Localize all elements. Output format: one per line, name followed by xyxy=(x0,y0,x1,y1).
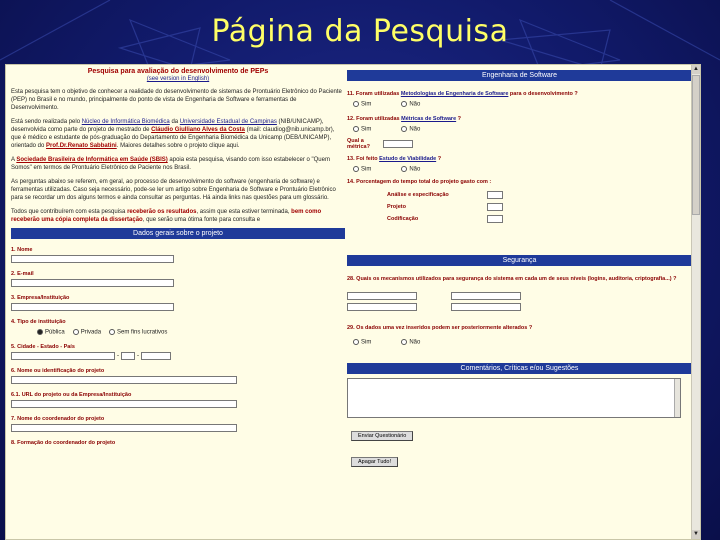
q11-options xyxy=(347,101,692,108)
q12-which-input[interactable] xyxy=(383,140,413,148)
city-state-country-row xyxy=(11,352,345,360)
intro-paragraph-2: Está sendo realizada pelo Núcleo de Informática Biomédica da Universidade Estadual de Campinas (NIB/UNICAMP), desenvolvida como parte do projeto de mestrado de Cláudio Giulliano Alves da Costa (mail: claudiog@nib.unicamp.br), que é médico e estudante de pós-graduação do Departamento de Engenharia Biomédica da Unicamp (DEB/UNICAMP), orientado do Prof.Dr.Renato Sabbatini. Maiores detalhes sobre o projeto clique aqui. xyxy=(11,119,335,149)
label-company: 3. Empresa/Instituição xyxy=(11,295,70,301)
label-coordinator-background: 8. Formação do coordenador do projeto xyxy=(11,439,116,446)
textarea-scrollbar[interactable] xyxy=(674,379,680,417)
label-project-name: 6. Nome ou identificação do projeto xyxy=(11,367,105,374)
intro-paragraph-4: As perguntas abaixo se referem, em geral, ao processo de desenvolvimento do software (engenharia de software) e ferramentas utilizadas. Caso seja necessário, pode-se ler um artigo sobre Engenharia de Software e Prontuário Eletrônico para se recordar um dos alguns termos e ainda consultar as perguntas. Há ainda links nas questões para um glossário. xyxy=(11,179,336,201)
q13-yes[interactable]: Sim xyxy=(353,166,371,173)
q13-no[interactable]: Não xyxy=(401,166,420,173)
radio-dot[interactable] xyxy=(353,166,359,172)
radio-public[interactable]: Pública xyxy=(37,329,65,336)
submit-button[interactable]: Enviar Questionário xyxy=(351,431,413,441)
radio-dot[interactable] xyxy=(401,126,407,132)
advisor-link[interactable]: Prof.Dr.Renato Sabbatini xyxy=(46,143,117,149)
q11-yes[interactable]: Sim xyxy=(353,101,371,108)
question-13: 13. Foi feito Estudo de Viabilidade ? xyxy=(347,156,442,163)
city-input[interactable] xyxy=(11,352,115,360)
q11-no[interactable]: Não xyxy=(401,101,420,108)
right-column xyxy=(347,70,692,468)
q12-no[interactable]: Não xyxy=(401,126,420,133)
radio-dot[interactable] xyxy=(401,101,407,107)
radio-dot[interactable] xyxy=(73,329,79,335)
question-11: 11. Foram utilizadas Metodologias de Engenharia de Software para o desenvolvimento ? xyxy=(347,91,578,97)
section-bar-security: Segurança xyxy=(347,255,692,266)
q13-options xyxy=(347,166,692,173)
browser-form-screenshot xyxy=(5,64,701,540)
radio-dot[interactable] xyxy=(353,126,359,132)
q29-no[interactable]: Não xyxy=(401,339,420,346)
q12-which-label: Qual a métrica? xyxy=(347,138,370,151)
q14-coding-row: Codificação xyxy=(347,215,692,223)
design-percent-input[interactable] xyxy=(487,203,503,211)
email-input[interactable] xyxy=(11,279,174,287)
author-link[interactable]: Cláudio Giulliano Alves da Costa xyxy=(151,127,245,133)
scroll-down-icon[interactable]: ▼ xyxy=(693,531,699,537)
nib-link[interactable]: Núcleo de Informática Biomédica xyxy=(81,119,170,125)
page-scrollbar[interactable] xyxy=(691,65,700,539)
intro-paragraph-5: Todos que contribuírem com esta pesquisa receberão os resultados, assim que esta estiver terminada, bem como receberão uma cópia completa da dissertação, que serão uma ótima fonte para consulta e xyxy=(11,209,322,223)
english-version-link[interactable]: (see version in English) xyxy=(146,76,210,82)
q12-options xyxy=(347,126,692,133)
separator: - xyxy=(137,352,139,359)
state-input[interactable] xyxy=(121,352,135,360)
radio-dot[interactable] xyxy=(401,166,407,172)
unicamp-link[interactable]: Universidade Estadual de Campinas xyxy=(179,119,277,125)
label-city-state-country: 5. Cidade - Estado - País xyxy=(11,343,75,350)
left-column xyxy=(11,68,345,446)
sbis-link[interactable]: Sociedade Brasileira de Informática em Saúde (SBIS) xyxy=(16,157,168,163)
company-input[interactable] xyxy=(11,303,174,311)
country-input[interactable] xyxy=(141,352,171,360)
intro-paragraph-3: A Sociedade Brasileira de Informática em Saúde (SBIS) apoia esta pesquisa, visando com isso estabelecer o "Quem Somos" em termos de Prontuário Eletrônico de Paciente nos Brasil. xyxy=(11,157,330,171)
radio-dot[interactable] xyxy=(109,329,115,335)
radio-private[interactable]: Privada xyxy=(73,329,101,336)
q12-which-row xyxy=(347,138,692,150)
question-12: 12. Foram utilizadas Métricas de Software ? xyxy=(347,115,462,122)
label-name: 1. Nome xyxy=(11,247,33,253)
q28-input[interactable] xyxy=(451,303,521,311)
reset-area xyxy=(347,450,692,468)
project-name-input[interactable] xyxy=(11,376,237,384)
q28-inputs xyxy=(347,292,692,311)
question-28: 28. Quais os mecanismos utilizados para segurança do sistema em cada um de seus níveis (logins, auditoria, criptografia...) ? xyxy=(347,275,677,282)
feasibility-link[interactable]: Estudo de Viabilidade xyxy=(379,156,437,163)
q28-input[interactable] xyxy=(347,292,417,300)
methodologies-link[interactable]: Metodologias de Engenharia de Software xyxy=(400,91,509,97)
q12-yes[interactable]: Sim xyxy=(353,126,371,133)
slide-title: Página da Pesquisa xyxy=(211,14,509,49)
q14-design-row: Projeto xyxy=(347,203,692,211)
scroll-up-icon[interactable]: ▲ xyxy=(693,66,699,72)
radio-dot[interactable] xyxy=(353,339,359,345)
analysis-percent-input[interactable] xyxy=(487,191,503,199)
label-institution-type: 4. Tipo de instituição xyxy=(11,319,66,325)
reset-button[interactable]: Apagar Tudo! xyxy=(351,457,398,467)
section-bar-comments: Comentários, Críticas e/ou Sugestões xyxy=(347,363,692,374)
q29-options xyxy=(347,339,692,346)
section-bar-general: Dados gerais sobre o projeto xyxy=(11,228,345,239)
question-14: 14. Porcentagem do tempo total do projeto gasto com : xyxy=(347,178,492,185)
question-29: 29. Os dados uma vez inseridos podem ser posteriormente alterados ? xyxy=(347,324,533,331)
q29-yes[interactable]: Sim xyxy=(353,339,371,346)
scroll-thumb[interactable] xyxy=(692,75,700,215)
radio-dot[interactable] xyxy=(401,339,407,345)
buttons-area xyxy=(347,424,692,442)
intro-paragraph-1: Esta pesquisa tem o objetivo de conhecer a realidade do desenvolvimento de sistemas de Prontuário Eletrônico do Paciente (PEP) no Brasil e no mundo, principalmente do ponto de vista de Engenharia de Software e ferramentas de Desenvolvimento. xyxy=(11,89,342,111)
section-bar-software-engineering: Engenharia de Software xyxy=(347,70,692,81)
radio-dot[interactable] xyxy=(353,101,359,107)
institution-type-group xyxy=(11,329,345,336)
comments-textarea[interactable] xyxy=(347,378,681,418)
coordinator-input[interactable] xyxy=(11,424,237,432)
label-email: 2. E-mail xyxy=(11,271,34,277)
project-url-input[interactable] xyxy=(11,400,237,408)
label-project-url: 6.1. URL do projeto ou da Empresa/Instituição xyxy=(11,391,132,398)
radio-dot[interactable] xyxy=(37,329,43,335)
name-input[interactable] xyxy=(11,255,174,263)
metrics-link[interactable]: Métricas de Software xyxy=(401,115,457,122)
form-heading: Pesquisa para avaliação do desenvolvimento de PEPs xyxy=(87,68,269,75)
q14-analysis-row: Análise e especificação xyxy=(347,191,692,199)
separator: - xyxy=(117,352,119,359)
label-coordinator: 7. Nome do coordenador do projeto xyxy=(11,415,105,422)
coding-percent-input[interactable] xyxy=(487,215,503,223)
radio-nonprofit[interactable]: Sem fins lucrativos xyxy=(109,329,167,336)
q28-input[interactable] xyxy=(451,292,521,300)
q28-input[interactable] xyxy=(347,303,417,311)
